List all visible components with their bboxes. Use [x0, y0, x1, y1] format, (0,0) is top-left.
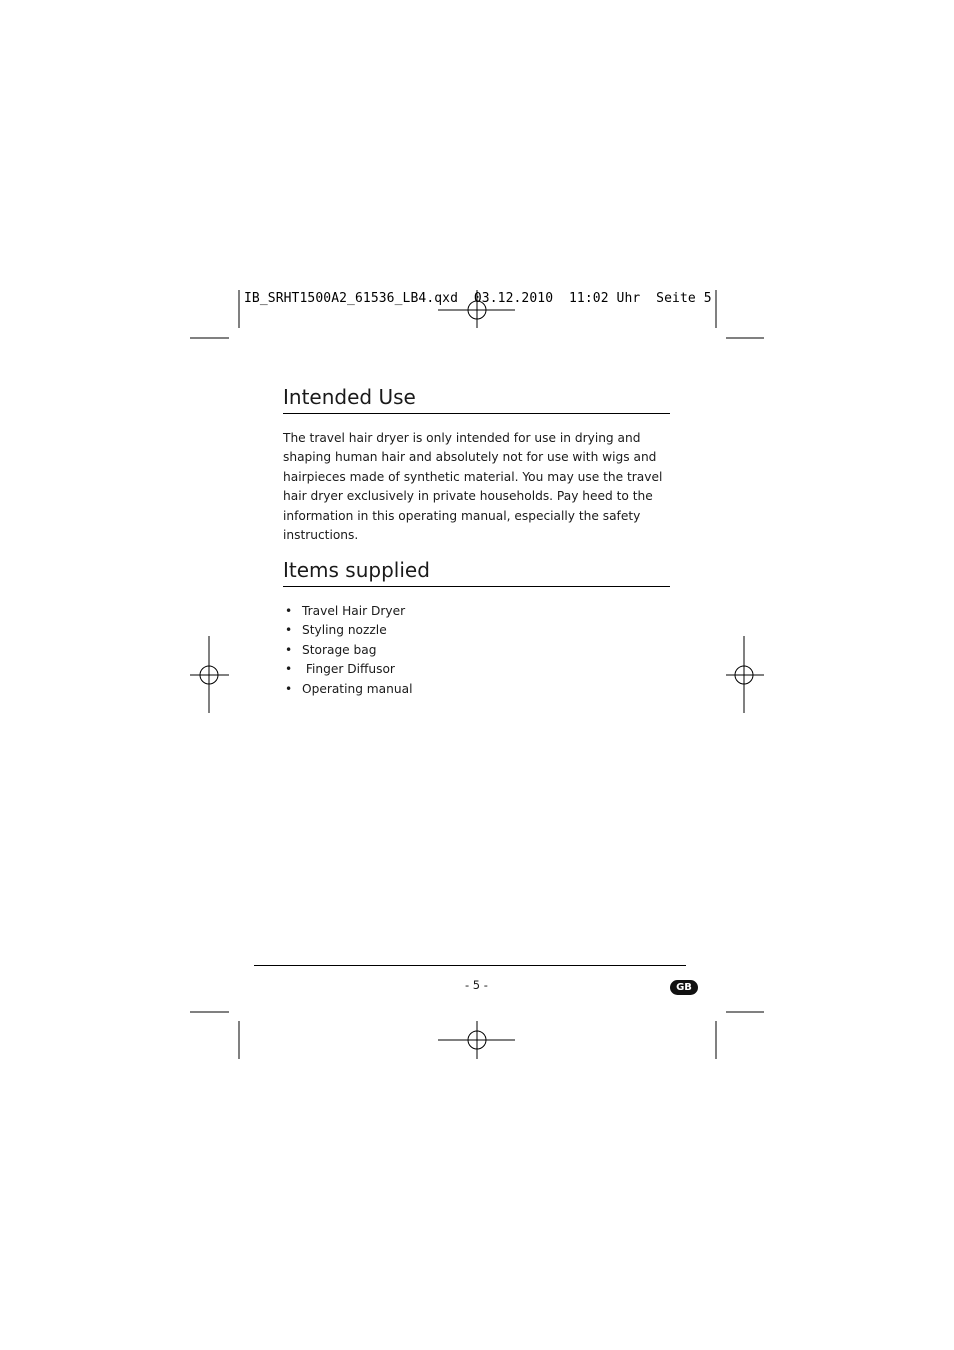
footer-rule	[254, 965, 686, 966]
list-item: • Storage bag	[283, 641, 412, 660]
list-item: • Finger Diffusor	[283, 660, 412, 679]
list-item: • Operating manual	[283, 680, 412, 699]
items-supplied-list	[283, 602, 412, 699]
heading-items-supplied: Items supplied	[283, 557, 670, 587]
intended-use-text: The travel hair dryer is only intended for use in drying and shaping human hair and absolutely not for use with wigs and hairpieces made of synthetic material. You may use the travel hair dryer exclusively in private households. Pay heed to the information in this operating manual, especially the safety instructions.	[283, 431, 663, 543]
print-slug: IB_SRHT1500A2_61536_LB4.qxd 03.12.2010 11:02 Uhr Seite 5	[244, 291, 712, 306]
language-badge: GB	[670, 980, 698, 995]
page-number: - 5 -	[465, 978, 488, 992]
list-item: • Travel Hair Dryer	[283, 602, 412, 621]
heading-intended-use: Intended Use	[283, 384, 670, 414]
list-item: • Styling nozzle	[283, 621, 412, 640]
